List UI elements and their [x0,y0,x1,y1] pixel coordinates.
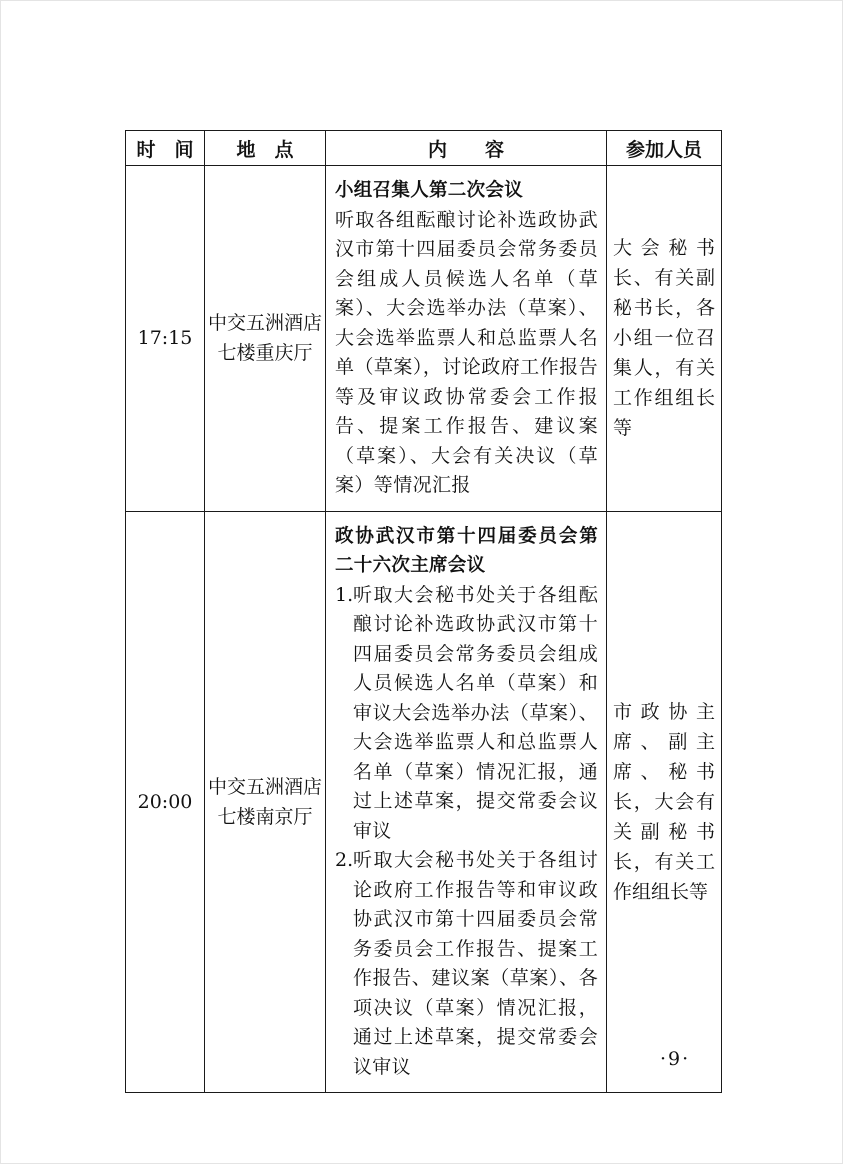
place-room: 七楼南京厅 [217,805,313,828]
header-time: 时 间 [126,131,205,166]
schedule-table [125,130,722,1093]
agenda-item-number: 1. [335,583,354,606]
header-content: 内 容 [326,131,607,166]
meeting-title: 政协武汉市第十四届委员会第二十六次主席会议 [335,525,598,576]
agenda-item-text: 听取大会秘书处关于各组酝酿讨论补选政协武汉市第十四届委员会常务委员会组成人员候选人名单（草案）和审议大会选举办法（草案）、大会选举监票人和总监票人名单（草案）情况汇报，通过上述草案，提交常委会议审议 [353,583,598,842]
table-header-row [126,131,722,166]
row-people: 大会秘书长、有关副秘书长，各小组一位召集人，有关工作组组长等 [607,166,722,512]
table-row [126,511,722,1093]
agenda-item [335,581,598,847]
place-venue: 中交五洲酒店 [207,775,322,798]
table-row [126,166,722,512]
row-time: 20:00 [126,511,205,1093]
header-people: 参加人员 [607,131,722,166]
agenda-item-text: 听取大会秘书处关于各组讨论政府工作报告等和审议政协武汉市第十四届委员会常务委员会工作报告、提案工作报告、建议案（草案）、各项决议（草案）情况汇报，通过上述草案，提交常委会议审议 [353,849,598,1078]
row-people: 市政协主席、副主席、秘书长，大会有关副秘书长，有关工作组组长等 [607,511,722,1093]
meeting-description: 听取各组酝酿讨论补选政协武汉市第十四届委员会常务委员会组成人员候选人名单（草案）、大会选举办法（草案）、大会选举监票人和总监票人名单（草案），讨论政府工作报告等及审议政协常委会工作报告、提案工作报告、建议案（草案）、大会有关决议（草案）等情况汇报 [335,208,598,496]
row-place [205,511,326,1093]
meeting-title: 小组召集人第二次会议 [335,180,524,201]
place-venue: 中交五洲酒店 [207,312,322,335]
agenda-item-number: 2. [335,849,354,871]
row-content [326,511,607,1093]
row-place [205,166,326,512]
agenda-item [335,846,598,1082]
row-time: 17:15 [126,166,205,512]
header-place: 地 点 [205,131,326,166]
row-content [326,166,607,512]
place-room: 七楼重庆厅 [217,342,313,365]
page-number: ·9· [660,1048,691,1070]
